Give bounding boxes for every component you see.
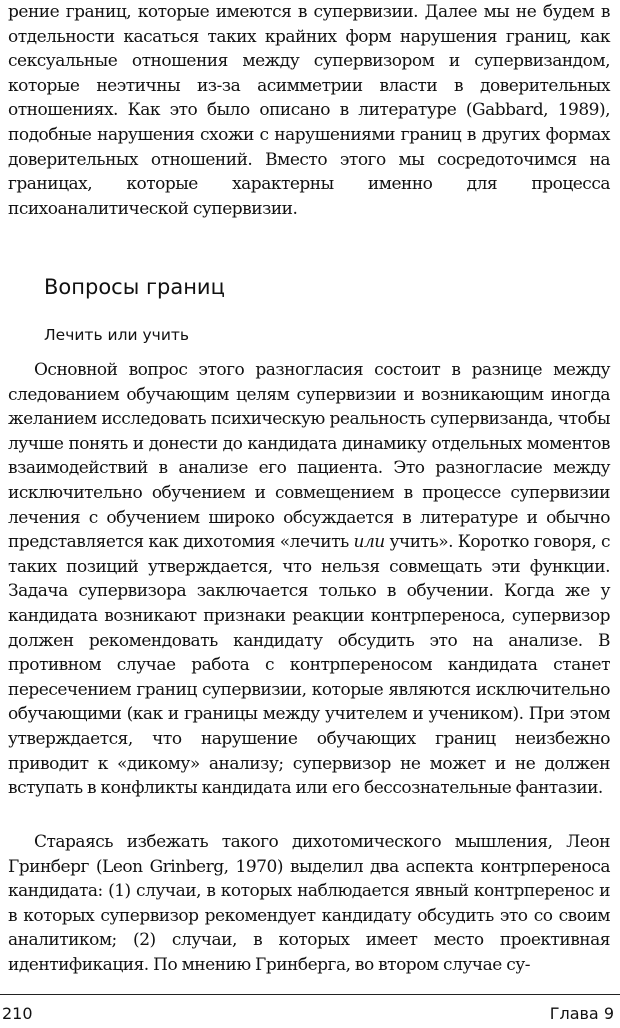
- footer-divider: [0, 994, 620, 995]
- paragraph-2-text-after: учить». Коротко говоря, с таких позиций утверждается, что нельзя совмещать эти функции. Задача супервизора заключается только в обучении. Когда же у кандидата возникают признаки реакции контрпереноса, супервизор должен рекомендовать кандидату обсудить это на анализе. В противном случае работа с контрпереносом кандидата станет пересечением границ супервизии, которые являются исключительно обучающими (как и границы между учителем и учеником). При этом утверждается, что нарушение обучающих границ неизбежно приводит к «дикому» анализу; супервизор не может и не должен вступать в конфликты кандидата или его бессознательные фантазии.: [8, 532, 610, 799]
- paragraph-2-emphasis: или: [353, 532, 385, 553]
- subsection-heading: Лечить или учить: [44, 326, 190, 344]
- body-paragraph-3: Стараясь избежать такого дихотомического мышления, Леон Гринберг (Leon Grinberg, 1970) выделил два аспекта контрпереноса кандидата: (1) случаи, в которых наблюдается явный контрперенос и в которых супервизор рекомендует кандидату обсудить это со своим аналитиком; (2) случаи, в которых имеет место проективная идентификация. По мнению Гринберга, во втором случае су-: [8, 832, 610, 975]
- section-heading: Вопросы границ: [44, 275, 225, 299]
- body-paragraph-1: рение границ, которые имеются в супервизии. Далее мы не будем в отдельности касаться таких крайних форм нарушения границ, как сексуальные отношения между супервизором и супервизандом, которые неэтичны из-за асимметрии власти в доверительных отношениях. Как это было описано в литературе (Gabbard, 1989), подобные нарушения схожи с нарушениями границ в других формах доверительных отношений. Вместо этого мы сосредоточимся на границах, которые характерны именно для процесса психоаналитической супервизии.: [8, 2, 610, 219]
- page-number: 210: [2, 1004, 33, 1023]
- paragraph-2-text-before: Основной вопрос этого разногласия состоит в разнице между следованием обучающим целям супервизии и возникающим иногда желанием исследовать психическую реальность супервизанда, чтобы лучше понять и донести до кандидата динамику отдельных моментов взаимодействий в анализе его пациента. Это разногласие между исключительно обучением и совмещением в процессе супервизии лечения с обучением широко обсуждается в литературе и обычно представляется как дихотомия «лечить: [8, 360, 610, 553]
- body-paragraph-2: [8, 358, 610, 801]
- chapter-label: Глава 9: [549, 1004, 614, 1023]
